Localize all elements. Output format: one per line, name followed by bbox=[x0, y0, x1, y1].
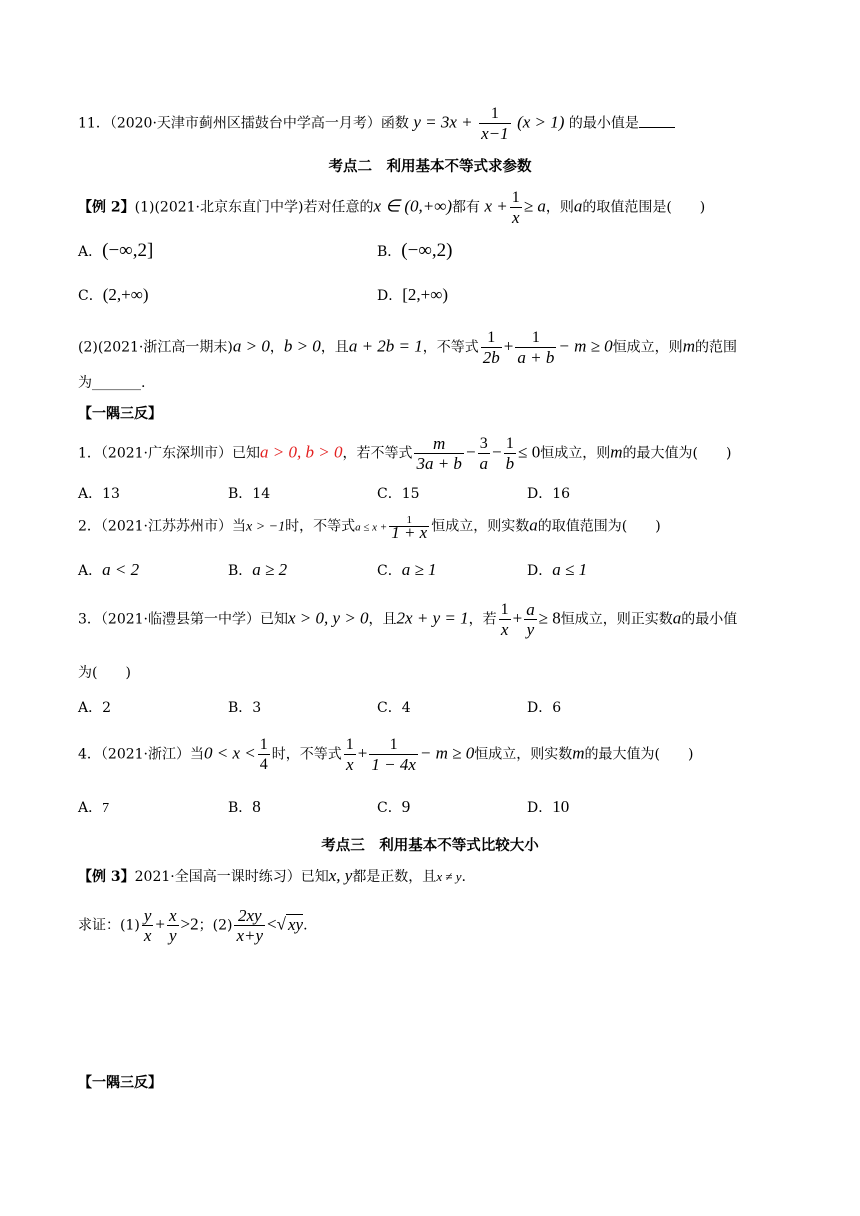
option-a: A．2 bbox=[78, 700, 112, 716]
option-c: C．(2,+∞) bbox=[78, 285, 149, 304]
fraction: $\frac{a}{y}$ bbox=[526, 600, 535, 639]
practice-heading-1: 【一隅三反】 bbox=[78, 406, 162, 422]
option-b: B．(−∞,2) bbox=[377, 240, 453, 261]
practice-heading-2: 【一隅三反】 bbox=[78, 1075, 162, 1091]
option-d: D．a ≤ 1 bbox=[527, 560, 588, 579]
option-b: B．8 bbox=[228, 797, 261, 816]
option-a: A．a < 2 bbox=[78, 560, 140, 579]
practice-question-1: 1．（2021·广东深圳市）已知a > 0, b > 0，若不等式 $\frac{m}{3a + b}$ − $\frac{3}{a}$ − $\frac{1}{b}$ ≤ 0恒成立，则m的最大值为( ) bbox=[78, 434, 732, 473]
fraction: $\frac{2xy}{x+y}$ bbox=[236, 906, 264, 945]
fraction: $\frac{1}{1 + x}$ bbox=[391, 514, 428, 542]
option-d: D．6 bbox=[527, 700, 562, 716]
q11-condition: (x > 1) bbox=[517, 112, 565, 132]
example-3-proof-statement: 求证：(1) $\frac{y}{x}$ + $\frac{x}{y}$ >2；(2) $\frac{2xy}{x+y}$ <√ xy. bbox=[78, 906, 308, 945]
option-b: B．a ≥ 2 bbox=[228, 560, 288, 579]
option-a: A．(−∞,2] bbox=[78, 240, 154, 261]
fraction: $\frac{m}{3a + b}$ bbox=[416, 434, 462, 473]
option-c: C．15 bbox=[377, 486, 420, 502]
example-tag: 【例 2】 bbox=[78, 199, 135, 216]
example-tag: 【例 3】 bbox=[78, 869, 135, 885]
q11-expr: y = 3x + bbox=[413, 112, 473, 132]
option-c: C．a ≥ 1 bbox=[377, 560, 437, 579]
fraction: $\frac{3}{a}$ bbox=[479, 435, 489, 473]
option-a: A．13 bbox=[78, 486, 120, 502]
question-11 bbox=[78, 104, 675, 143]
option-b: B．3 bbox=[228, 700, 262, 716]
section-title-2: 考点二 利用基本不等式求参数 bbox=[328, 159, 532, 175]
option-a: A．7 bbox=[78, 800, 110, 816]
fraction: $\frac{1}{x}$ bbox=[345, 736, 354, 774]
example-3: 【例 3】2021·全国高一课时练习）已知x, y都是正数，且x ≠ y. bbox=[78, 866, 466, 885]
q11-prefix: 11．（2020·天津市蓟州区擂鼓台中学高一月考）函数 bbox=[78, 115, 409, 132]
fraction: $\frac{1}{2b}$ bbox=[482, 329, 500, 367]
fraction: $\frac{y}{x}$ bbox=[143, 906, 152, 945]
answer-blank bbox=[639, 127, 675, 128]
option-b: B．14 bbox=[228, 486, 271, 502]
q11-fraction: $\frac{1}{x-1}$ bbox=[481, 105, 509, 143]
fraction: $\frac{1}{a + b}$ bbox=[517, 329, 555, 367]
practice-question-2: 2．（2021·江苏苏州市）当x > −1时，不等式a ≤ x + $\frac{1}{1 + x}$ 恒成立，则实数a的取值范围为( ) bbox=[78, 514, 661, 542]
option-c: C．9 bbox=[377, 797, 411, 816]
fraction: $\frac{1}{b}$ bbox=[505, 435, 515, 473]
highlighted-condition: a > 0, b > 0 bbox=[260, 442, 343, 462]
fraction: $\frac{1}{1 - 4x}$ bbox=[371, 736, 416, 774]
fraction: $\frac{1}{4}$ bbox=[259, 736, 268, 773]
option-d: D．16 bbox=[527, 486, 571, 502]
option-d: D．[2,+∞) bbox=[377, 285, 449, 304]
practice-question-4: 4．（2021·浙江）当0 < x < $\frac{1}{4}$ 时，不等式 $\frac{1}{x}$ + $\frac{1}{1 - 4x}$ − m ≥ 0恒成立，则实数m的最大值为( ) bbox=[78, 736, 694, 774]
option-c: C．4 bbox=[377, 700, 411, 716]
fraction: $\frac{1}{x}$ bbox=[500, 601, 509, 639]
practice-question-3: 3．（2021·临澧县第一中学）已知x > 0, y > 0，且2x + y = 1，若 $\frac{1}{x}$ + $\frac{a}{y}$ ≥ 8恒成立，则正实数a的最小值 bbox=[78, 600, 738, 639]
example-2-part-1: 【例 2】(1)(2021·北京东直门中学)若对任意的x ∈ (0,+∞)都有 x + $\frac{1}{x}$ ≥ a，则a的取值范围是( ) bbox=[78, 189, 706, 227]
fraction: $\frac{1}{x}$ bbox=[511, 189, 520, 227]
q11-suffix: 的最小值是 bbox=[568, 115, 639, 132]
fraction: $\frac{x}{y}$ bbox=[168, 906, 177, 945]
example-2-part-2: (2)(2021·浙江高一期末)a > 0，b > 0，且a + 2b = 1，不等式 $\frac{1}{2b}$ + $\frac{1}{a + b}$ − m ≥ 0恒成立，则m的范围 bbox=[78, 329, 737, 367]
example-2-part-2-line-2: 为_______. bbox=[78, 375, 146, 391]
section-title-3: 考点三 利用基本不等式比较大小 bbox=[321, 838, 539, 854]
option-d: D．10 bbox=[527, 797, 570, 816]
square-root: xy bbox=[287, 914, 304, 934]
practice-question-3-line-2: 为( ) bbox=[78, 665, 131, 681]
